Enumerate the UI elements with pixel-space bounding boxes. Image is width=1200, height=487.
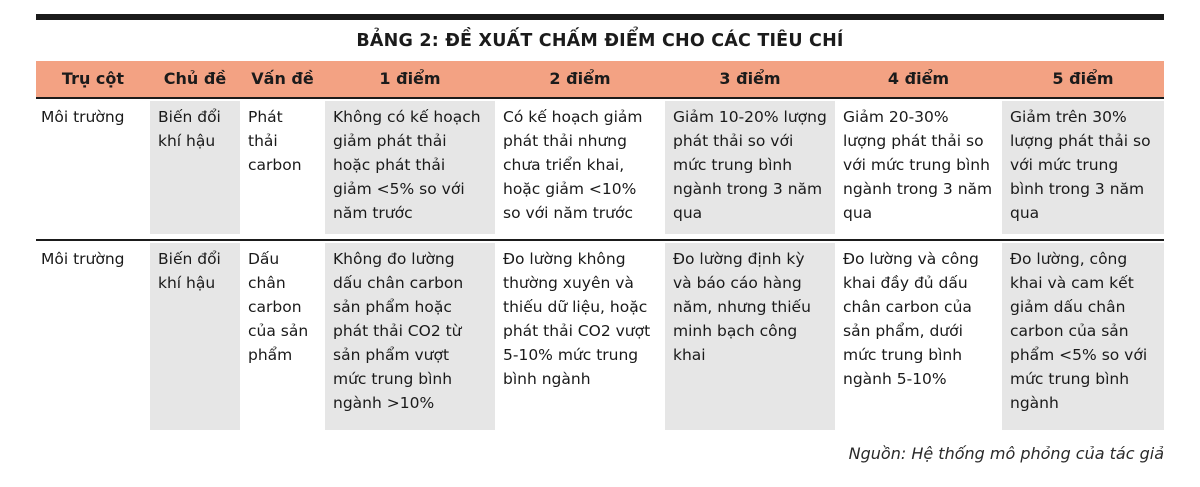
column-header-1-diem: 1 điểm [379, 69, 441, 88]
column-header-chu-de: Chủ đề [163, 69, 227, 88]
cell-score-4: Đo lường và công khai đầy đủ dấu chân carbon của sản phẩm, dưới mức trung bình ngành 5-10% [843, 250, 979, 389]
top-rule [36, 14, 1164, 20]
column-header-5-diem: 5 điểm [1052, 69, 1114, 88]
cell-score-5: Giảm trên 30% lượng phát thải so với mức trung bình trong 3 năm qua [1002, 101, 1164, 234]
cell-issue: Dấu chân carbon của sản phẩm [248, 250, 309, 365]
cell-score-3: Giảm 10-20% lượng phát thải so với mức trung bình ngành trong 3 năm qua [665, 101, 835, 234]
cell-score-1: Không có kế hoạch giảm phát thải hoặc phát thải giảm <5% so với năm trước [325, 101, 495, 234]
cell-pillar: Môi trường [41, 250, 125, 268]
cell-theme: Biến đổi khí hậu [150, 243, 240, 430]
source-note: Nguồn: Hệ thống mô phỏng của tác giả [848, 444, 1164, 463]
cell-score-1: Không đo lường dấu chân carbon sản phẩm hoặc phát thải CO2 từ sản phẩm vượt mức trung bình ngành >10% [325, 243, 495, 430]
cell-score-2: Có kế hoạch giảm phát thải nhưng chưa triển khai, hoặc giảm <10% so với năm trước [503, 108, 643, 223]
cell-score-3: Đo lường định kỳ và báo cáo hàng năm, nhưng thiếu minh bạch công khai [665, 243, 835, 430]
cell-pillar: Môi trường [41, 108, 125, 126]
cell-score-5: Đo lường, công khai và cam kết giảm dấu chân carbon của sản phẩm <5% so với mức trung bình ngành [1002, 243, 1164, 430]
column-header-tru-cot: Trụ cột [61, 69, 125, 88]
cell-theme: Biến đổi khí hậu [150, 101, 240, 234]
cell-score-4: Giảm 20-30% lượng phát thải so với mức trung bình ngành trong 3 năm qua [843, 108, 993, 223]
column-header-2-diem: 2 điểm [549, 69, 611, 88]
scoring-table [36, 61, 1164, 435]
cell-score-2: Đo lường không thường xuyên và thiếu dữ liệu, hoặc phát thải CO2 vượt 5-10% mức trung bình ngành [503, 250, 651, 389]
table-row [36, 99, 1164, 241]
column-header-van-de: Vấn đề [251, 69, 314, 88]
cell-issue: Phát thải carbon [248, 108, 302, 175]
table-title: BẢNG 2: ĐỀ XUẤT CHẤM ĐIỂM CHO CÁC TIÊU CHÍ [356, 31, 844, 51]
table-header-row [36, 61, 1164, 99]
column-header-4-diem: 4 điểm [887, 69, 950, 88]
column-header-3-diem: 3 điểm [719, 69, 781, 88]
table-row [36, 241, 1164, 435]
